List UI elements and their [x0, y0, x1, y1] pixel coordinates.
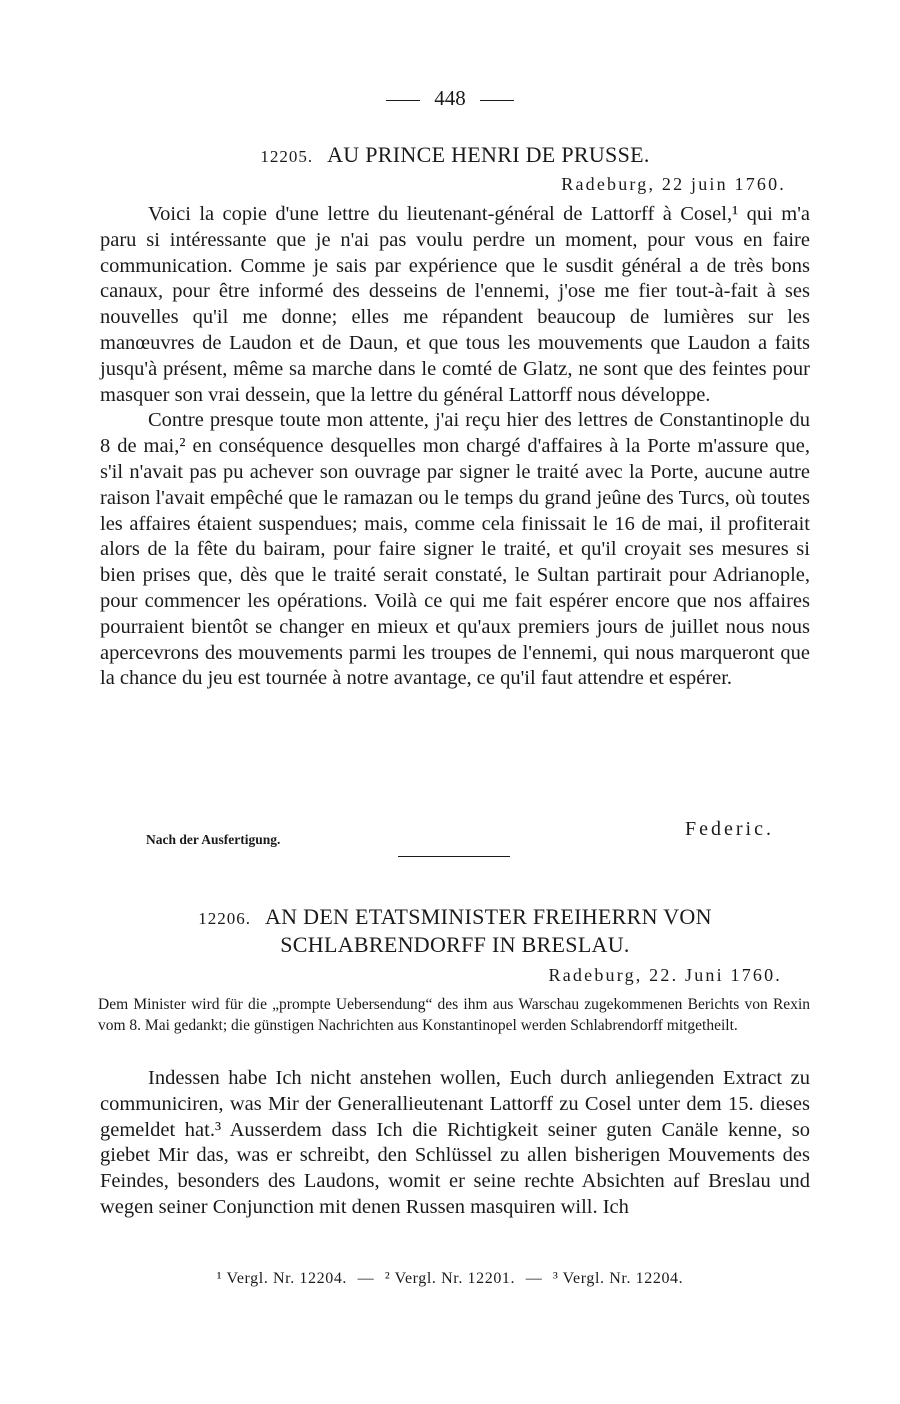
letter2-title-line1: AN DEN ETATSMINISTER FREIHERRN VON	[264, 904, 712, 929]
footnotes	[0, 1270, 900, 1288]
section-divider	[398, 856, 510, 857]
letter1-heading	[100, 142, 810, 168]
letter1-number: 12205.	[260, 147, 314, 166]
letter2-number: 12206.	[198, 909, 251, 928]
footnote-separator-1: —	[357, 1270, 375, 1287]
letter2-title-line2: SCHLABRENDORFF IN BRESLAU.	[280, 932, 630, 957]
source-note: Nach der Ausfertigung.	[146, 832, 281, 847]
letter2-dateline: Radeburg, 22. Juni 1760.	[548, 965, 782, 985]
footnote-3: ³ Vergl. Nr. 12204.	[552, 1270, 684, 1287]
letter1-paragraph-2: Contre presque toute mon attente, j'ai reçu hier des lettres de Constantinople du 8 de mai,² en conséquence desquelles mon chargé d'affaires à la Porte m'assure que, s'il n'avait pas pu achever son ouvrage par signer le traité avec la Porte, aucune autre raison l'avait empêché que le ramazan ou le temps du grand jeûne des Turcs, où toutes les affaires étaient suspendues; mais, comme cela finissait le 16 de mai, il profiterait alors de la fête du bairam, pour faire signer le traité, et qu'il croyait ses mesures si bien prises que, dès que le traité serait constaté, le Sultan partirait pour Adrianople, pour commencer les opérations. Voilà ce qui me fait espérer encore que nos affaires pourraient bientôt se changer en mieux et qu'aux premiers jours de juillet nous nous apercevrons des mouvements parmi les troupes de l'ennemi, qui nous marqueront que la chance du jeu est tournée à notre avantage, ce qu'il faut attendre et espérer.	[100, 409, 810, 690]
signature: Federic.	[685, 818, 774, 840]
footnote-separator-2: —	[525, 1270, 543, 1287]
footnote-1: ¹ Vergl. Nr. 12204.	[216, 1270, 348, 1287]
page-number-dash-right	[480, 100, 514, 101]
footnote-2: ² Vergl. Nr. 12201.	[384, 1270, 516, 1287]
page-number-line	[0, 86, 900, 111]
letter1-paragraph-1: Voici la copie d'une lettre du lieutenant-général de Lattorff à Cosel,¹ qui m'a paru si intéressante que je n'ai pas voulu perdre un moment, pour vous en faire communication. Comme je sais par expérience que le susdit général a de très bons canaux, pour être informé des desseins de l'ennemi, j'ose me fier tout-à-fait à ses nouvelles qu'il me donne; elles me répandent beaucoup de lumières sur les manœuvres de Laudon et de Daun, et que tous les mouvements que Laudon a faits jusqu'à présent, même sa marche dans le comté de Glatz, ne sont que des feintes pour masquer son vrai dessein, que la lettre du général Lattorff nous développe.	[100, 203, 810, 406]
letter2-heading-line2	[100, 932, 810, 958]
page-number-dash-left	[386, 100, 420, 101]
letter1-title: AU PRINCE HENRI DE PRUSSE.	[327, 142, 650, 167]
letter2-paragraph: Indessen habe Ich nicht anstehen wollen, Euch durch anliegenden Extract zu communiciren, was Mir der Generallieutenant Lattorff zu Cosel unter dem 15. dieses gemeldet hat.³ Ausserdem dass Ich die Richtigkeit seiner guten Canäle kenne, so giebet Mir das, was er schreibt, den Schlüssel zu allen bisherigen Mouvements des Feindes, besonders des Laudons, womit er seine rechte Absichten auf Breslau und wegen seiner Conjunction mit denen Russen masquiren will. Ich	[100, 1067, 810, 1218]
letter2-summary: Dem Minister wird für die „prompte Uebersendung“ des ihm aus Warschau zugekommenen Berichts von Rexin vom 8. Mai gedankt; die günstigen Nachrichten aus Konstantinopel werden Schlabrendorff mitgetheilt.	[98, 996, 810, 1034]
letter1-body	[100, 202, 810, 692]
letter2-heading-line1	[100, 904, 810, 930]
letter2-body	[100, 1066, 810, 1221]
page-number: 448	[434, 86, 466, 110]
letter1-dateline: Radeburg, 22 juin 1760.	[561, 174, 786, 194]
